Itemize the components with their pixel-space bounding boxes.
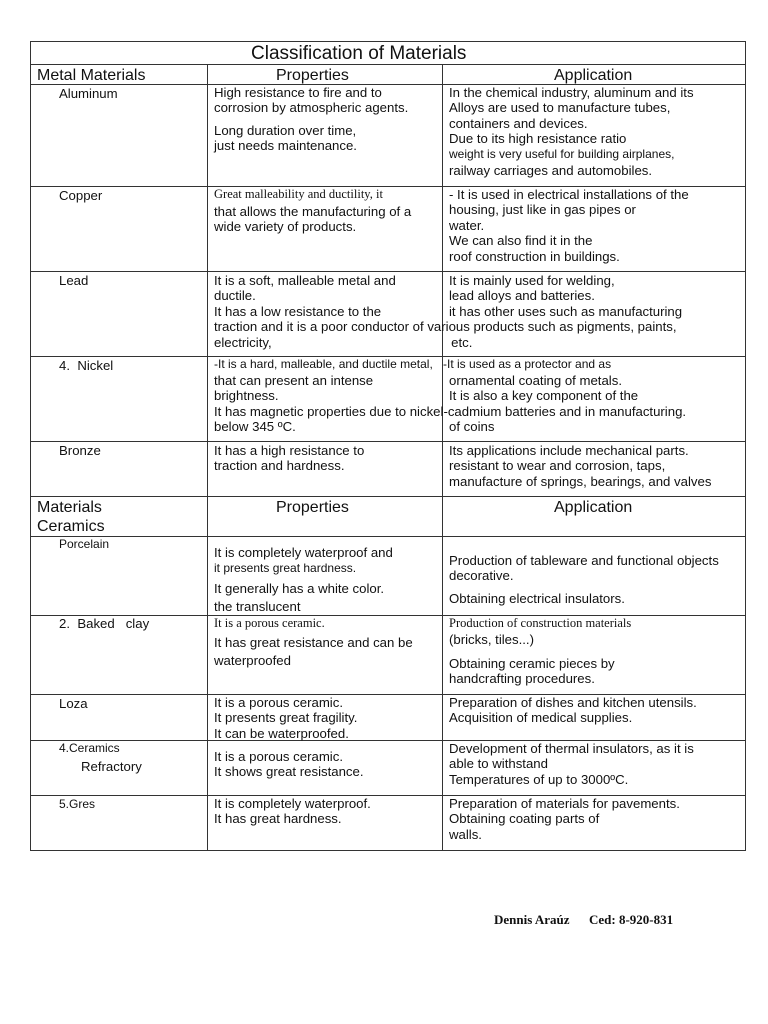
column-divider-2: [442, 64, 443, 851]
material-name: Refractory: [81, 759, 142, 774]
material-name: Loza: [59, 696, 88, 711]
material-properties: It has great resistance and can be waterproofed: [214, 635, 413, 668]
material-properties: Long duration over time, just needs maintenance.: [214, 123, 357, 154]
row-divider: [30, 496, 746, 497]
material-application: -It is used as a protector and as: [443, 357, 612, 371]
column-header-application: Application: [554, 499, 633, 516]
row-divider: [30, 536, 746, 537]
author-signature: Dennis Araúz Ced: 8-920-831: [494, 912, 674, 927]
table-border-right: [745, 41, 746, 851]
material-name: Lead: [59, 273, 89, 288]
material-name: Copper: [59, 188, 103, 203]
material-application: railway carriages and automobiles.: [449, 163, 653, 178]
table-border-bottom: [30, 850, 746, 851]
material-name: Porcelain: [59, 537, 110, 551]
material-properties: that can present an intense brightness. It has magnetic properties due to nickel-cadmium batteries and in manufacturing. below 345 ºC.: [214, 373, 687, 435]
material-properties: It is completely waterproof. It has great hardness.: [214, 796, 371, 827]
material-name: 5.Gres: [59, 797, 96, 811]
material-application: Obtaining ceramic pieces by handcrafting procedures.: [449, 656, 615, 687]
material-properties: It generally has a white color. the translucent: [214, 581, 385, 614]
page-title: Classification of Materials: [251, 43, 467, 64]
material-application: ornamental coating of metals. It is also a key component of the: [449, 373, 639, 404]
material-application: Preparation of materials for pavements. Obtaining coating parts of walls.: [449, 796, 680, 842]
material-properties: -It is a hard, malleable, and ductile metal,: [214, 357, 433, 371]
material-properties: High resistance to fire and to corrosion by atmospheric agents.: [214, 85, 409, 116]
material-properties: it presents great hardness.: [214, 561, 357, 575]
material-properties: It is a porous ceramic. It presents great fragility. It can be waterproofed.: [214, 695, 358, 741]
material-name: 2. Baked clay: [59, 616, 150, 631]
material-application: Preparation of dishes and kitchen utensils. Acquisition of medical supplies.: [449, 695, 697, 726]
material-application: It is mainly used for welding, lead alloys and batteries. it has other uses such as manufacturing: [449, 273, 683, 319]
column-header-application: Application: [554, 67, 633, 84]
material-application: Production of construction materials: [449, 616, 632, 630]
row-divider: [30, 271, 746, 272]
column-header-properties: Properties: [276, 67, 349, 84]
material-application: Development of thermal insulators, as it is able to withstand Temperatures of up to 3000ºC.: [449, 741, 694, 787]
material-application: (bricks, tiles...): [449, 632, 534, 647]
material-properties: It is a porous ceramic. It shows great resistance.: [214, 749, 364, 780]
material-name: 4.Ceramics: [59, 741, 120, 755]
table-border-left: [30, 41, 31, 851]
material-properties: It is a porous ceramic.: [214, 616, 325, 630]
material-application: - It is used in electrical installations of the housing, just like in gas pipes or water. We can also find it in the roof construction in buildings.: [449, 187, 689, 264]
material-application: weight is very useful for building airplanes,: [449, 147, 675, 161]
column-header-properties: Properties: [276, 499, 349, 516]
material-name: Aluminum: [59, 86, 118, 101]
material-name: 4. Nickel: [59, 358, 114, 373]
material-properties: It has a high resistance to traction and hardness.: [214, 443, 365, 474]
material-application: of coins: [449, 419, 495, 434]
material-application: Its applications include mechanical parts. resistant to wear and corrosion, taps, manufacture of springs, bearings, and valves: [449, 443, 712, 489]
material-application: Obtaining electrical insulators.: [449, 591, 625, 606]
row-divider: [30, 441, 746, 442]
column-header-material: Metal Materials: [37, 67, 146, 84]
material-properties: It is completely waterproof and: [214, 545, 393, 560]
column-header-material: Materials Ceramics: [37, 499, 105, 535]
material-application: In the chemical industry, aluminum and its Alloys are used to manufacture tubes, containers and devices. Due to its high resistance ratio: [449, 85, 694, 147]
table-border-top: [30, 41, 746, 42]
material-properties: It is a soft, malleable metal and ductile. It has a low resistance to the traction and it is a poor conductor of various products such as pigments, paints, electricity, etc.: [214, 273, 677, 350]
material-properties: that allows the manufacturing of a wide variety of products.: [214, 204, 412, 235]
column-divider-1: [207, 64, 208, 851]
material-properties: Great malleability and ductility, it: [214, 187, 383, 201]
material-application: Production of tableware and functional objects decorative.: [449, 553, 719, 584]
material-name: Bronze: [59, 443, 101, 458]
